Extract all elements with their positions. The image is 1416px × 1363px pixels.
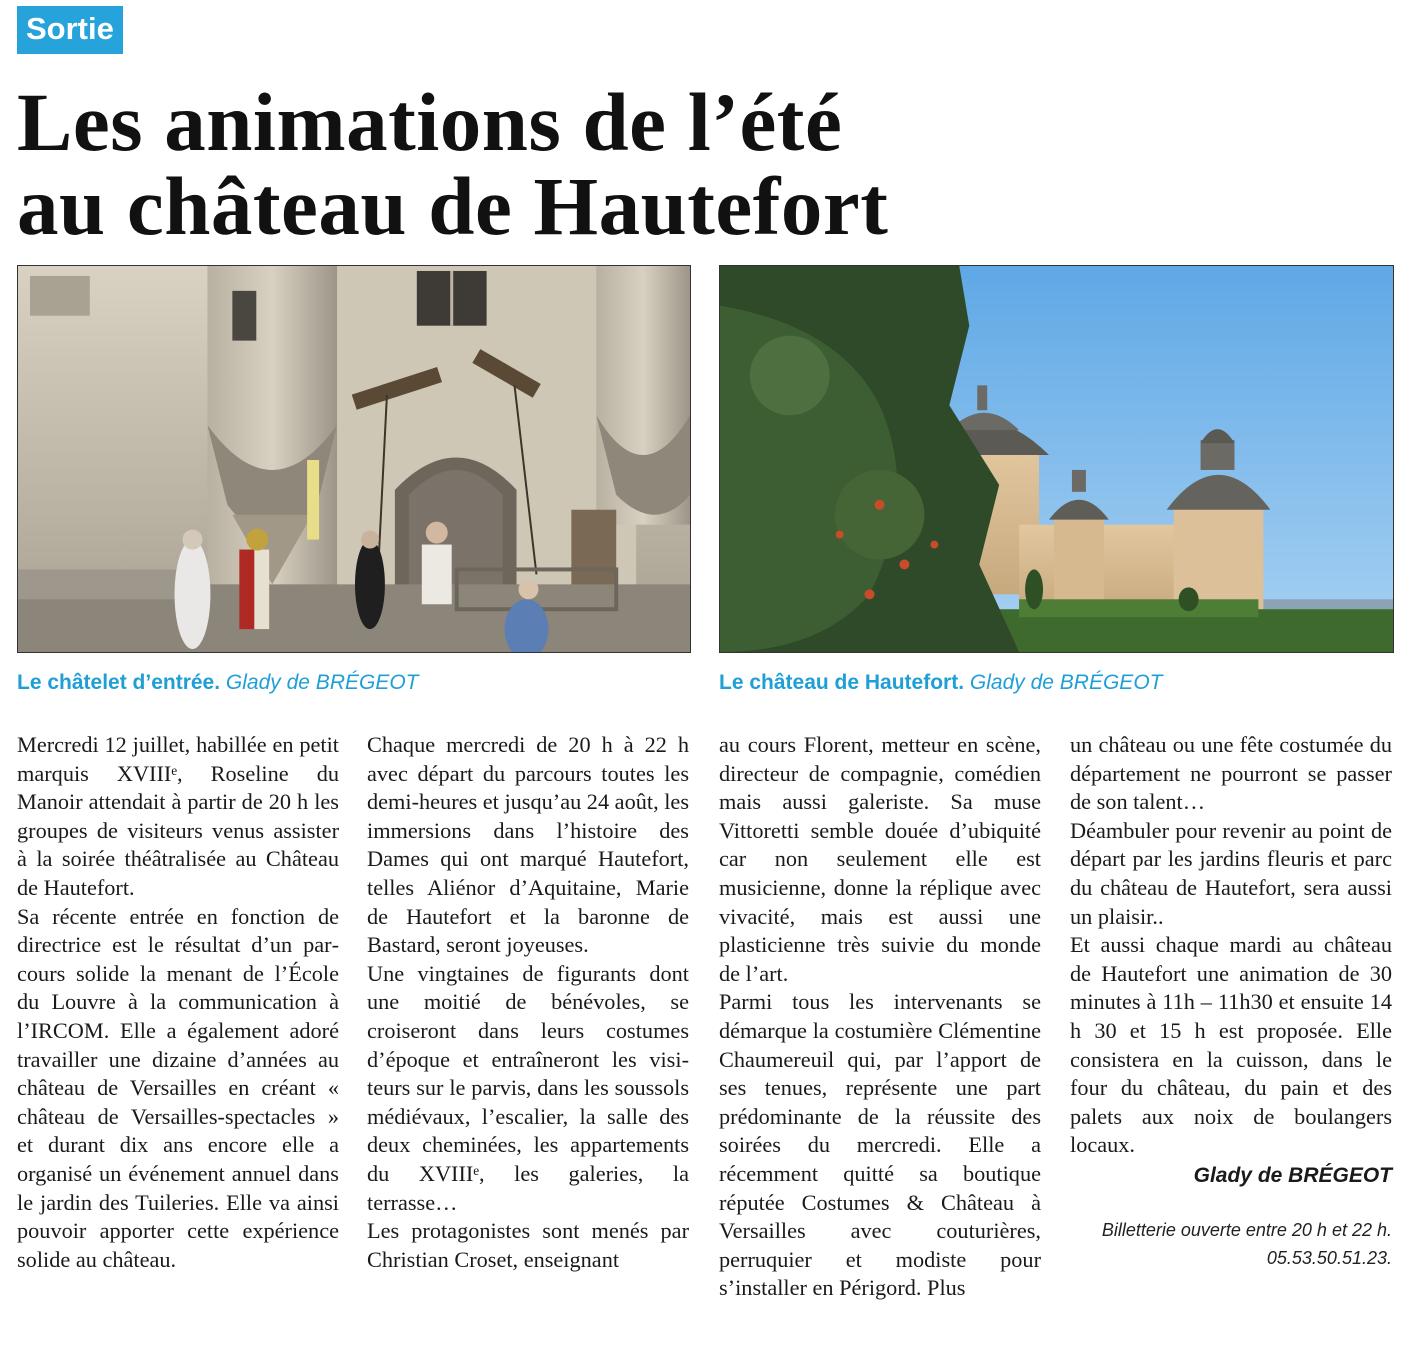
author-signature: Glady de BRÉGEOT	[1193, 1163, 1392, 1187]
caption-castle	[719, 670, 1162, 696]
caption-title: Le château de Hautefort.	[719, 671, 965, 694]
paragraph: Et aussi chaque mardi au château de Hautefort une animation de 30 minutes à 11h – 11h30 et ensuite 14 h 30 et 15 h est proposée. Elle consistera en la cuisson, dans le four du château, du pain et des palets aux noix de boulangers locaux.	[1070, 932, 1392, 1158]
paragraph: Une vingtaines de figurants dont une moitié de bénévoles, se croiseront dans leurs costumes d’époque et entraîneront les visiteurs sur le parvis, dans les soussols médiévaux, l’escalier, la salle des deux cheminées, les appartements du XVIIIᵉ, les galeries, la terrasse…	[367, 960, 689, 1215]
caption-title: Le châtelet d’entrée.	[17, 671, 221, 694]
photo-credit: Glady de BRÉGEOT	[969, 671, 1163, 694]
ticket-info	[1070, 1216, 1392, 1272]
caption-gatehouse	[17, 670, 419, 696]
ticket-hours: Billetterie ouverte entre 20 h et 22 h.	[1101, 1219, 1392, 1240]
article-column-3	[719, 731, 1041, 1303]
paragraph: au cours Florent, metteur en scène, directeur de compagnie, comédien mais aussi galeriste. Sa muse Vittoretti semble douée d’ubiquité car non seulement elle est musicienne, donne la réplique avec vivacité, mais est aussi une plasticienne très suivie du monde de l’art.	[719, 732, 1041, 986]
photo-gatehouse	[17, 265, 691, 653]
paragraph: Sa récente entrée en fonction de directrice est le résultat d’un parcours solide la menant de l’École du Louvre à la communication à l’IRCOM. Elle a également adoré travailler une dizaine d’années au château de Versailles en créant « château de Versailles-spectacles » et durant dix ans encore elle a organisé un événement annuel dans le jardin des Tuileries. Elle va ainsi pouvoir apporter cette expérience solide au château.	[17, 903, 339, 1272]
photo-castle	[719, 265, 1394, 653]
section-tag: Sortie	[17, 6, 123, 54]
paragraph: Mercredi 12 juillet, habillée en petit marquis XVIIIᵉ, Roseline du Manoir attendait à partir de 20 h les groupes de visiteurs venus assister à la soirée théâtralisée au Château de Hautefort.	[17, 732, 339, 900]
ticket-phone: 05.53.50.51.23.	[1266, 1247, 1392, 1268]
headline	[17, 76, 1397, 252]
paragraph: Les protagonistes sont menés par Christian Croset, enseignant	[367, 1218, 689, 1272]
article-column-1	[17, 731, 339, 1274]
paragraph: Chaque mercredi de 20 h à 22 h avec départ du parcours toutes les demi-heures et jusqu’au 24 août, les immersions dans l’histoire des Dames qui ont marqué Hautefort, telles Aliénor d’Aquitaine, Marie de Hautefort et la baronne de Bastard, seront joyeuses.	[367, 732, 689, 958]
article-column-2	[367, 731, 689, 1274]
article-column-4	[1070, 731, 1392, 1272]
castle-illustration	[720, 266, 1393, 652]
paragraph: un château ou une fête costumée du département ne pourront se passer de son talent…	[1070, 732, 1392, 815]
paragraph: Parmi tous les intervenants se démarque la costumière Clémentine Chaumereuil qui, par l’apport de ses tenues, représente une part prédominante de la réussite des soirées du mercredi. Elle a récemment quitté sa boutique réputée Costumes & Château à Versailles avec couturières, perruquier et modiste pour s’installer en Périgord. Plus	[719, 989, 1041, 1301]
paragraph: Déambuler pour revenir au point de départ par les jardins fleuris et parc du château de Hautefort, sera aussi un plaisir..	[1070, 817, 1392, 929]
photo-credit: Glady de BRÉGEOT	[225, 671, 419, 694]
gatehouse-illustration	[18, 266, 690, 652]
headline-line-2: au château de Hautefort	[17, 160, 889, 252]
headline-line-1: Les animations de l’été	[17, 76, 843, 168]
